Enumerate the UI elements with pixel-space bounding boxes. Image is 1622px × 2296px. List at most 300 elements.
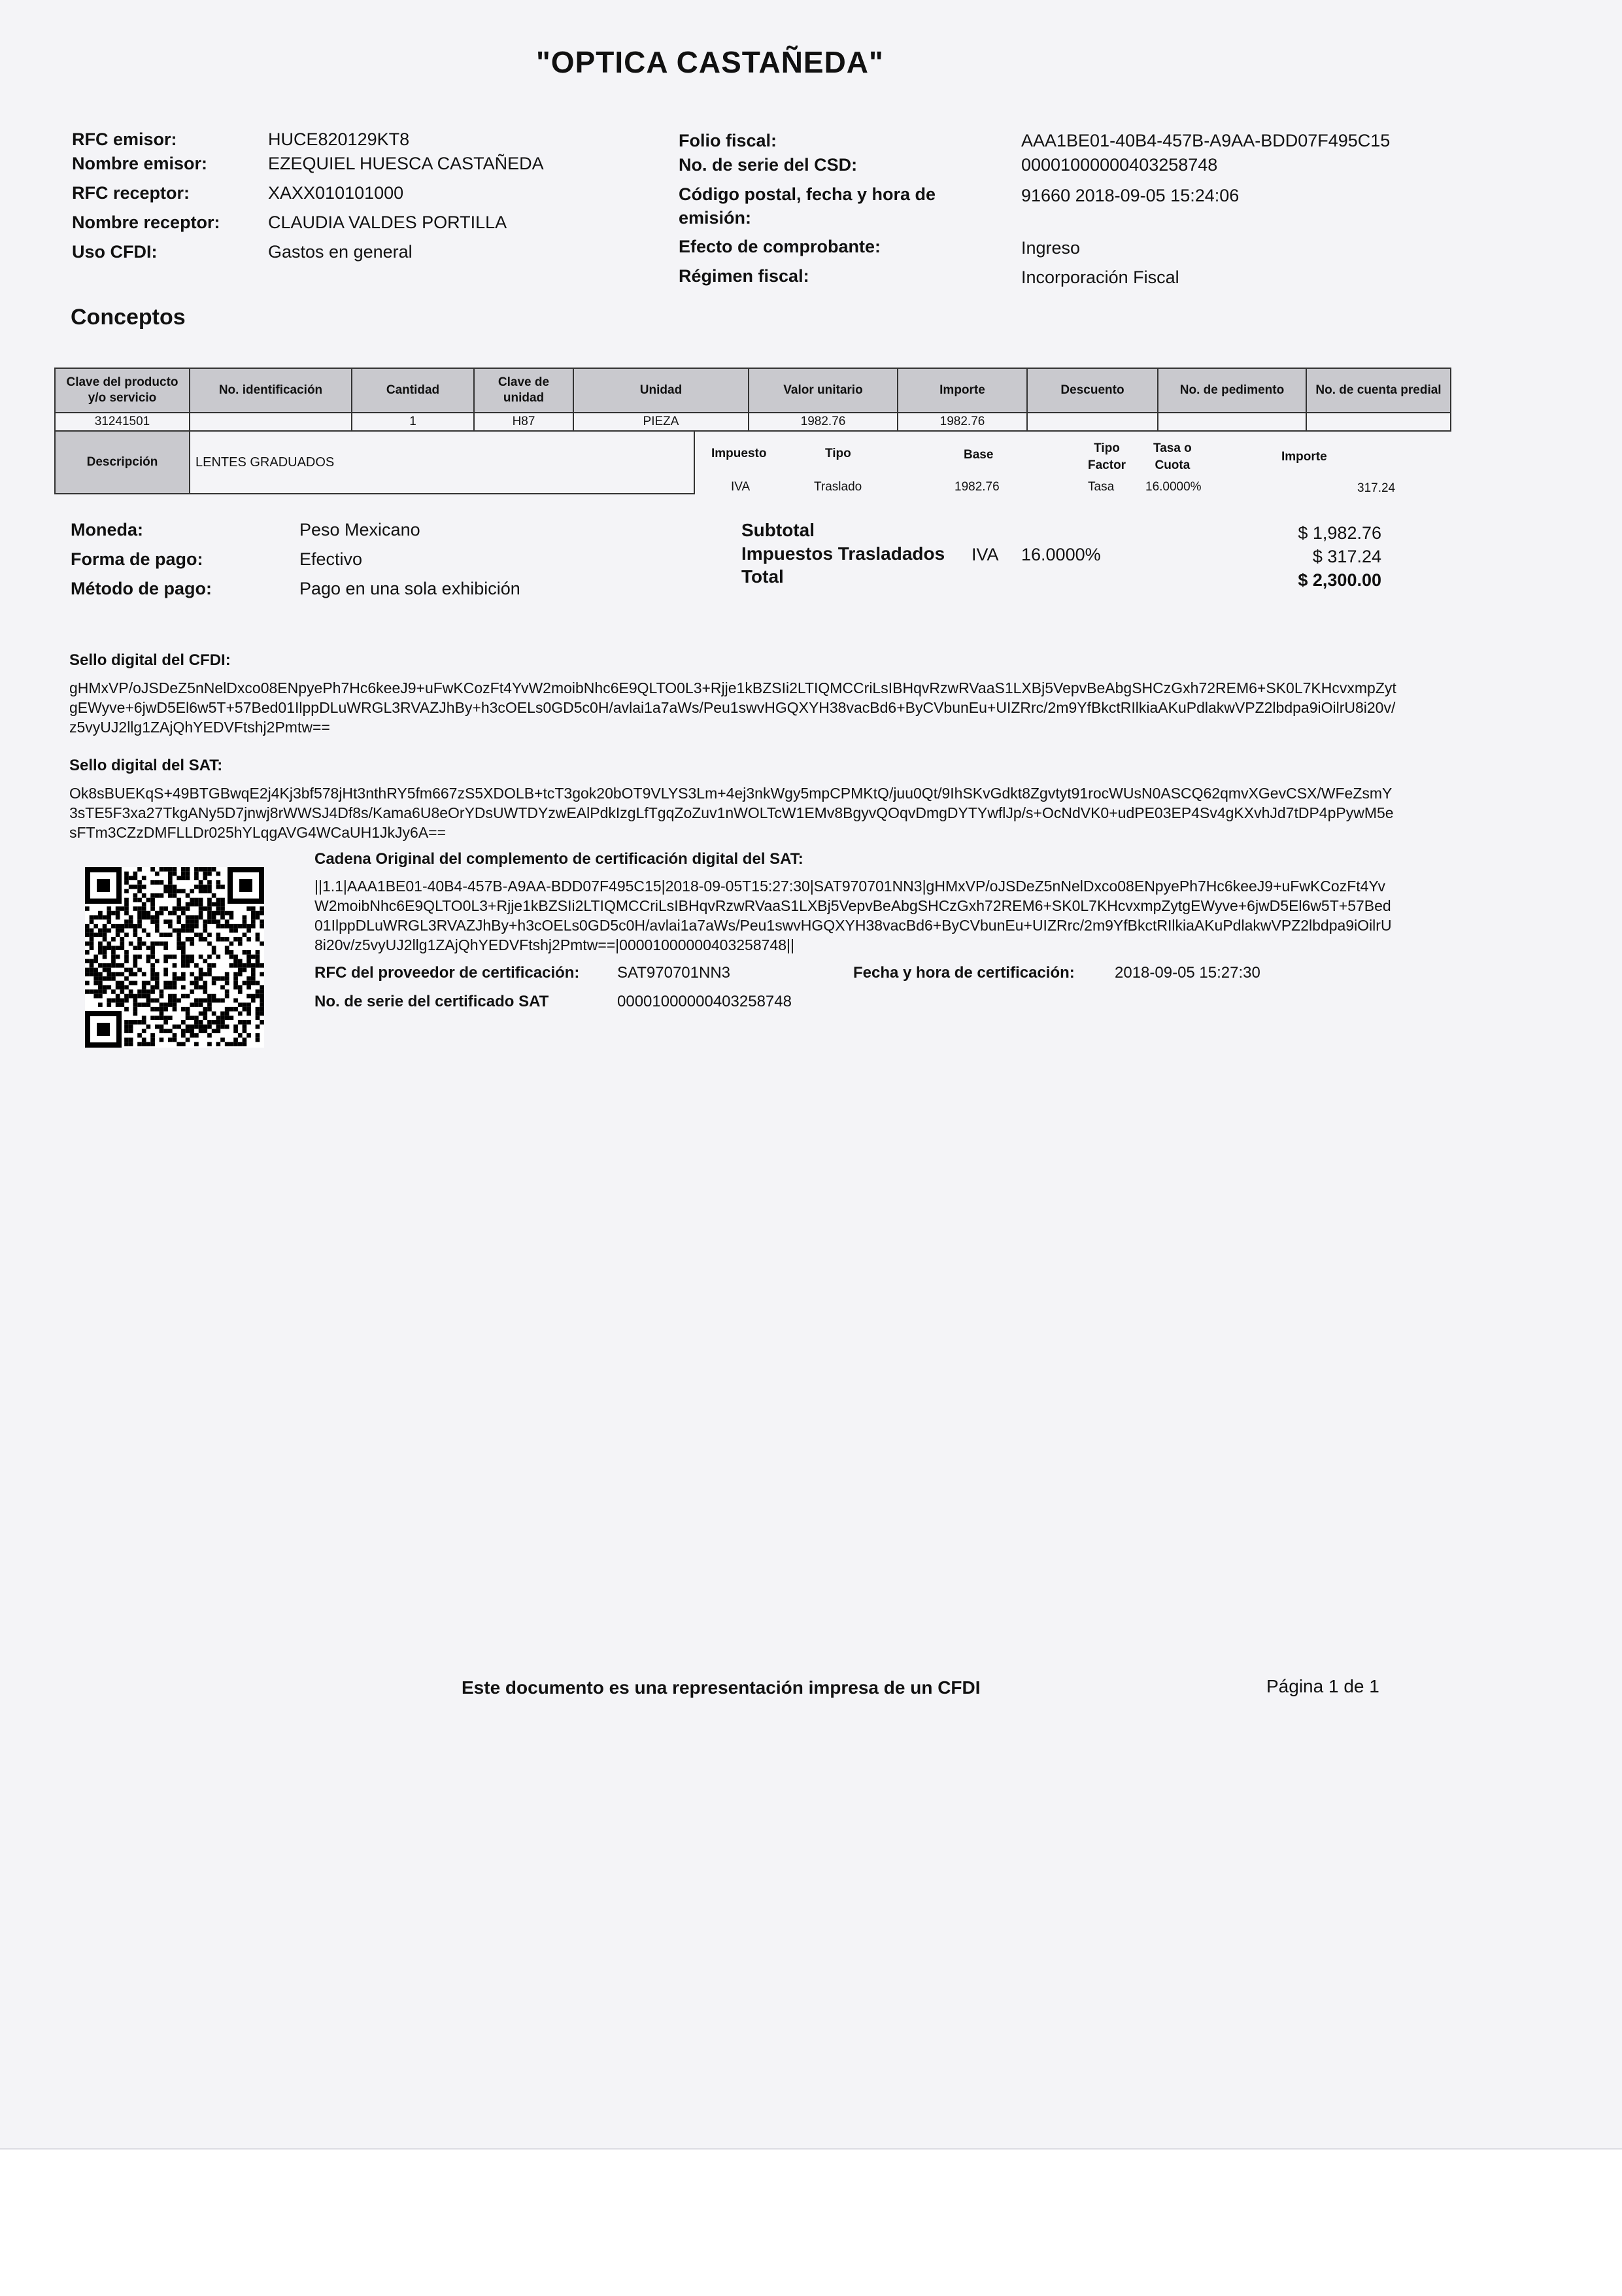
qr-module bbox=[85, 968, 90, 972]
qr-module bbox=[256, 955, 260, 959]
qr-module bbox=[181, 1020, 186, 1025]
qr-module bbox=[124, 911, 129, 916]
qr-module bbox=[194, 1033, 199, 1038]
serie-sat-value: 00001000000403258748 bbox=[617, 993, 792, 1010]
qr-module bbox=[142, 989, 146, 994]
qr-module bbox=[194, 898, 199, 902]
qr-module bbox=[216, 937, 220, 942]
qr-module bbox=[168, 981, 173, 985]
qr-module bbox=[246, 963, 251, 968]
nombre-emisor-value: EZEQUIEL HUESCA CASTAÑEDA bbox=[268, 154, 544, 173]
qr-module bbox=[103, 937, 107, 942]
qr-module bbox=[163, 906, 168, 911]
cp-label-line1: Código postal, fecha y hora de bbox=[679, 184, 936, 204]
qr-module bbox=[233, 1007, 238, 1012]
qr-module bbox=[103, 924, 107, 929]
qr-module bbox=[212, 963, 216, 968]
qr-module bbox=[173, 963, 177, 968]
qr-module bbox=[155, 1007, 160, 1012]
qr-module bbox=[216, 898, 220, 902]
qr-module bbox=[150, 942, 155, 946]
qr-module bbox=[177, 902, 181, 906]
qr-module bbox=[207, 942, 212, 946]
qr-module bbox=[207, 1025, 212, 1029]
qr-module bbox=[155, 924, 160, 929]
qr-module bbox=[220, 1012, 225, 1016]
qr-module bbox=[160, 994, 164, 999]
th-no-pedimento: No. de pedimento bbox=[1158, 368, 1306, 413]
qr-module bbox=[238, 1002, 243, 1007]
qr-module bbox=[181, 889, 186, 893]
qr-module bbox=[173, 867, 177, 872]
qr-module bbox=[163, 985, 168, 989]
qr-module bbox=[207, 933, 212, 937]
qr-module bbox=[133, 946, 138, 950]
qr-module bbox=[199, 885, 203, 889]
qr-module bbox=[194, 1042, 199, 1046]
conceptos-header-row bbox=[55, 368, 1451, 413]
rfc-receptor-value: XAXX010101000 bbox=[268, 183, 404, 203]
qr-module bbox=[98, 989, 103, 994]
qr-module bbox=[129, 924, 133, 929]
qr-module bbox=[225, 950, 229, 955]
qr-module bbox=[177, 929, 181, 933]
qr-module bbox=[225, 919, 229, 924]
qr-module bbox=[177, 946, 181, 950]
qr-module bbox=[155, 893, 160, 898]
qr-module bbox=[150, 893, 155, 898]
qr-module bbox=[116, 1002, 120, 1007]
imp-tipo: Traslado bbox=[814, 480, 862, 494]
qr-module bbox=[225, 1012, 229, 1016]
qr-module bbox=[256, 916, 260, 920]
qr-module bbox=[212, 998, 216, 1002]
qr-module bbox=[98, 994, 103, 999]
qr-module bbox=[107, 916, 111, 920]
qr-module bbox=[111, 955, 116, 959]
qr-module bbox=[256, 1007, 260, 1012]
qr-module bbox=[90, 929, 94, 933]
qr-module bbox=[150, 976, 155, 981]
qr-module bbox=[124, 876, 129, 880]
imp-importe: 317.24 bbox=[1357, 481, 1396, 495]
qr-module bbox=[203, 924, 207, 929]
qr-module bbox=[260, 963, 264, 968]
qr-module bbox=[186, 902, 190, 906]
qr-module bbox=[260, 972, 264, 976]
cp-value: 91660 2018-09-05 15:24:06 bbox=[1021, 186, 1240, 205]
qr-module bbox=[256, 963, 260, 968]
qr-module bbox=[133, 929, 138, 933]
forma-pago-value: Efectivo bbox=[299, 549, 363, 569]
qr-module bbox=[142, 1002, 146, 1007]
qr-module bbox=[186, 1025, 190, 1029]
qr-module bbox=[160, 1016, 164, 1020]
qr-module bbox=[212, 981, 216, 985]
qr-module bbox=[251, 911, 256, 916]
qr-module bbox=[246, 981, 251, 985]
qr-module bbox=[260, 994, 264, 999]
qr-module bbox=[216, 902, 220, 906]
qr-module bbox=[207, 880, 212, 885]
uso-cfdi-label: Uso CFDI: bbox=[72, 242, 158, 262]
qr-module bbox=[194, 872, 199, 876]
qr-module bbox=[256, 959, 260, 963]
qr-module bbox=[142, 981, 146, 985]
qr-module bbox=[225, 937, 229, 942]
qr-module bbox=[163, 959, 168, 963]
qr-module bbox=[111, 989, 116, 994]
th-valor-unitario: Valor unitario bbox=[749, 368, 898, 413]
qr-module bbox=[233, 972, 238, 976]
qr-module bbox=[207, 1042, 212, 1046]
qr-module bbox=[103, 963, 107, 968]
td-cantidad: 1 bbox=[352, 413, 474, 431]
qr-module bbox=[116, 998, 120, 1002]
qr-module bbox=[137, 955, 142, 959]
qr-module bbox=[229, 955, 234, 959]
qr-module bbox=[251, 994, 256, 999]
qr-module bbox=[142, 1038, 146, 1042]
qr-module bbox=[160, 989, 164, 994]
qr-module bbox=[233, 985, 238, 989]
qr-module bbox=[111, 959, 116, 963]
qr-module bbox=[186, 893, 190, 898]
qr-module bbox=[160, 1029, 164, 1033]
qr-module bbox=[142, 1042, 146, 1046]
qr-module bbox=[243, 1042, 247, 1046]
qr-module bbox=[90, 968, 94, 972]
qr-module bbox=[142, 972, 146, 976]
qr-module bbox=[85, 924, 90, 929]
qr-module bbox=[220, 985, 225, 989]
qr-module bbox=[225, 1042, 229, 1046]
qr-module bbox=[137, 889, 142, 893]
qr-module bbox=[116, 946, 120, 950]
qr-module bbox=[142, 916, 146, 920]
qr-module bbox=[203, 972, 207, 976]
qr-module bbox=[155, 959, 160, 963]
qr-module bbox=[190, 898, 194, 902]
qr-module bbox=[238, 968, 243, 972]
qr-module bbox=[203, 1029, 207, 1033]
qr-module bbox=[181, 972, 186, 976]
impuestos-tasa: 16.0000% bbox=[1021, 545, 1101, 564]
qr-module bbox=[246, 924, 251, 929]
qr-module bbox=[207, 955, 212, 959]
qr-module bbox=[190, 1002, 194, 1007]
qr-module bbox=[173, 1025, 177, 1029]
qr-module bbox=[243, 916, 247, 920]
qr-module bbox=[120, 906, 124, 911]
qr-module bbox=[173, 885, 177, 889]
imp-base: 1982.76 bbox=[955, 480, 1000, 494]
qr-module bbox=[243, 963, 247, 968]
qr-module bbox=[133, 959, 138, 963]
qr-module bbox=[163, 946, 168, 950]
qr-module bbox=[137, 937, 142, 942]
descripcion-value: LENTES GRADUADOS bbox=[190, 431, 694, 494]
qr-module bbox=[93, 955, 98, 959]
qr-module bbox=[146, 946, 151, 950]
qr-module bbox=[103, 950, 107, 955]
qr-module bbox=[137, 1033, 142, 1038]
efecto-value: Ingreso bbox=[1021, 238, 1081, 258]
qr-module bbox=[103, 929, 107, 933]
qr-module bbox=[160, 911, 164, 916]
qr-module bbox=[233, 955, 238, 959]
qr-module bbox=[155, 985, 160, 989]
qr-module bbox=[150, 1038, 155, 1042]
qr-module bbox=[246, 1020, 251, 1025]
qr-module bbox=[181, 911, 186, 916]
qr-module bbox=[107, 919, 111, 924]
qr-module bbox=[116, 906, 120, 911]
qr-module bbox=[177, 906, 181, 911]
qr-module bbox=[238, 985, 243, 989]
qr-module bbox=[212, 919, 216, 924]
qr-module bbox=[173, 911, 177, 916]
qr-module bbox=[168, 893, 173, 898]
qr-module bbox=[168, 1002, 173, 1007]
qr-module bbox=[186, 876, 190, 880]
qr-module bbox=[186, 1038, 190, 1042]
qr-module bbox=[124, 1042, 129, 1046]
qr-module bbox=[124, 880, 129, 885]
qr-module bbox=[133, 1012, 138, 1016]
qr-module bbox=[107, 985, 111, 989]
qr-module bbox=[160, 893, 164, 898]
qr-module bbox=[150, 946, 155, 950]
qr-module bbox=[155, 981, 160, 985]
qr-module bbox=[207, 1033, 212, 1038]
qr-module bbox=[246, 976, 251, 981]
qr-module bbox=[111, 972, 116, 976]
qr-module bbox=[216, 1020, 220, 1025]
qr-module bbox=[120, 989, 124, 994]
qr-module bbox=[160, 1038, 164, 1042]
imp-h-importe: Importe bbox=[1281, 450, 1327, 464]
qr-module bbox=[146, 898, 151, 902]
qr-module bbox=[133, 885, 138, 889]
qr-module bbox=[233, 998, 238, 1002]
qr-module bbox=[220, 998, 225, 1002]
conceptos-table bbox=[54, 368, 1451, 432]
qr-module bbox=[199, 911, 203, 916]
qr-module bbox=[155, 919, 160, 924]
qr-module bbox=[229, 924, 234, 929]
qr-module bbox=[146, 1042, 151, 1046]
impuestos-tipo: IVA bbox=[972, 545, 999, 564]
qr-module bbox=[90, 963, 94, 968]
qr-module bbox=[199, 906, 203, 911]
qr-module bbox=[243, 1007, 247, 1012]
qr-module bbox=[203, 998, 207, 1002]
qr-module bbox=[194, 919, 199, 924]
qr-module bbox=[142, 1029, 146, 1033]
qr-module bbox=[186, 867, 190, 872]
cadena-value: ||1.1|AAA1BE01-40B4-457B-A9AA-BDD07F495C15|2018-09-05T15:27:30|SAT970701NN3|gHMxVP/oJSDeZ5nNelDxco08ENpyePh7Hc6keeJ9+uFwKCozFt4YvW2moibNhc6E9QLTO0L3+Rjje1kBZSIi2LTIQMCCriLsIBHqvRzwRVaaS1LXBj5VepvBeAbgSHCzGxh72REM6+SK0L7KHcvxmpZytgEWyve+6jwD5El6w5T+57Bed01IlppDLuWRGL3RVAZJhBy+h3cOELs0GD5c0H/avlai1a7aWs/Peu1swvHGQXYH38vacBd6+ByCVbunEu+UIZRrc/2m9YfBkctRIlkiaAKuPdlakwVPZ2lbdpa9iOilrU8i20v/z5vyUJ2llg1ZAjQhYEDVFtshj2Pmtw==|00001000000403258748|| bbox=[314, 878, 1392, 953]
qr-module bbox=[103, 989, 107, 994]
qr-module bbox=[168, 1016, 173, 1020]
qr-module bbox=[90, 937, 94, 942]
qr-module bbox=[111, 998, 116, 1002]
qr-module bbox=[168, 885, 173, 889]
qr-module bbox=[190, 1016, 194, 1020]
csd-value: 00001000000403258748 bbox=[1021, 155, 1218, 175]
qr-module bbox=[203, 872, 207, 876]
qr-module bbox=[85, 950, 90, 955]
qr-module bbox=[133, 994, 138, 999]
qr-module bbox=[186, 919, 190, 924]
qr-module bbox=[163, 981, 168, 985]
qr-module bbox=[103, 955, 107, 959]
qr-module bbox=[124, 998, 129, 1002]
qr-module bbox=[160, 933, 164, 937]
qr-module bbox=[133, 933, 138, 937]
qr-module bbox=[181, 950, 186, 955]
qr-module bbox=[160, 942, 164, 946]
qr-module bbox=[194, 1025, 199, 1029]
qr-module bbox=[243, 950, 247, 955]
qr-module bbox=[251, 968, 256, 972]
qr-module bbox=[190, 889, 194, 893]
qr-module bbox=[150, 963, 155, 968]
qr-module bbox=[186, 929, 190, 933]
qr-module bbox=[168, 872, 173, 876]
qr-module bbox=[199, 955, 203, 959]
qr-module bbox=[243, 981, 247, 985]
qr-module bbox=[233, 981, 238, 985]
qr-module bbox=[199, 972, 203, 976]
qr-module bbox=[155, 972, 160, 976]
qr-module bbox=[199, 1029, 203, 1033]
qr-module bbox=[225, 972, 229, 976]
qr-module bbox=[181, 985, 186, 989]
qr-module bbox=[256, 981, 260, 985]
qr-module bbox=[155, 916, 160, 920]
qr-module bbox=[111, 946, 116, 950]
descripcion-table bbox=[54, 430, 695, 494]
qr-module bbox=[216, 955, 220, 959]
subtotal-value: $ 1,982.76 bbox=[1298, 523, 1381, 543]
qr-module bbox=[251, 981, 256, 985]
qr-module bbox=[133, 972, 138, 976]
qr-module bbox=[246, 906, 251, 911]
qr-module bbox=[190, 989, 194, 994]
rfc-proveedor-label: RFC del proveedor de certificación: bbox=[314, 964, 580, 982]
qr-module bbox=[190, 902, 194, 906]
qr-module bbox=[150, 998, 155, 1002]
th-descuento: Descuento bbox=[1027, 368, 1158, 413]
qr-module bbox=[85, 989, 90, 994]
moneda-label: Moneda: bbox=[71, 520, 143, 540]
qr-module bbox=[177, 933, 181, 937]
qr-module bbox=[238, 989, 243, 994]
qr-module bbox=[177, 998, 181, 1002]
qr-module bbox=[181, 1033, 186, 1038]
qr-module bbox=[220, 937, 225, 942]
qr-module bbox=[194, 876, 199, 880]
qr-module bbox=[194, 963, 199, 968]
qr-module bbox=[93, 933, 98, 937]
qr-module bbox=[229, 1016, 234, 1020]
qr-module bbox=[225, 994, 229, 999]
qr-module bbox=[190, 972, 194, 976]
qr-module bbox=[229, 1042, 234, 1046]
qr-module bbox=[256, 989, 260, 994]
qr-module bbox=[163, 889, 168, 893]
qr-module bbox=[129, 1020, 133, 1025]
qr-module bbox=[246, 1002, 251, 1007]
qr-module bbox=[137, 919, 142, 924]
qr-module bbox=[256, 1038, 260, 1042]
th-clave-producto: Clave del producto y/o servicio bbox=[55, 368, 190, 413]
imp-impuesto: IVA bbox=[731, 480, 751, 494]
qr-module bbox=[177, 919, 181, 924]
qr-module bbox=[173, 893, 177, 898]
qr-module bbox=[177, 898, 181, 902]
qr-module bbox=[168, 876, 173, 880]
qr-module bbox=[98, 946, 103, 950]
imp-h-base: Base bbox=[964, 448, 994, 462]
td-valor-unitario: 1982.76 bbox=[749, 413, 898, 431]
qr-module bbox=[181, 929, 186, 933]
qr-module bbox=[137, 946, 142, 950]
qr-module bbox=[260, 919, 264, 924]
qr-module bbox=[124, 924, 129, 929]
qr-module bbox=[137, 880, 142, 885]
qr-module bbox=[233, 937, 238, 942]
qr-module bbox=[216, 924, 220, 929]
qr-module bbox=[190, 942, 194, 946]
qr-module bbox=[107, 1002, 111, 1007]
qr-module bbox=[116, 929, 120, 933]
qr-module bbox=[137, 885, 142, 889]
qr-module bbox=[90, 946, 94, 950]
qr-module bbox=[150, 880, 155, 885]
qr-module bbox=[107, 906, 111, 911]
qr-module bbox=[133, 1002, 138, 1007]
qr-module bbox=[207, 872, 212, 876]
qr-module bbox=[246, 959, 251, 963]
qr-module bbox=[243, 1002, 247, 1007]
total-value: $ 2,300.00 bbox=[1298, 570, 1381, 590]
qr-module bbox=[107, 963, 111, 968]
qr-module bbox=[212, 1029, 216, 1033]
qr-module bbox=[246, 994, 251, 999]
qr-module bbox=[194, 1020, 199, 1025]
qr-module bbox=[168, 889, 173, 893]
qr-module bbox=[216, 911, 220, 916]
qr-module bbox=[93, 959, 98, 963]
qr-module bbox=[103, 933, 107, 937]
qr-code bbox=[85, 867, 264, 1048]
qr-module bbox=[186, 963, 190, 968]
qr-module bbox=[199, 1012, 203, 1016]
table-row bbox=[55, 413, 1451, 431]
qr-module bbox=[163, 1007, 168, 1012]
qr-module bbox=[124, 985, 129, 989]
qr-module bbox=[207, 994, 212, 999]
qr-module bbox=[199, 985, 203, 989]
qr-module bbox=[207, 1002, 212, 1007]
qr-module bbox=[220, 976, 225, 981]
qr-module bbox=[142, 876, 146, 880]
qr-module bbox=[133, 998, 138, 1002]
qr-module bbox=[199, 1025, 203, 1029]
imp-h-impuesto: Impuesto bbox=[711, 447, 767, 460]
